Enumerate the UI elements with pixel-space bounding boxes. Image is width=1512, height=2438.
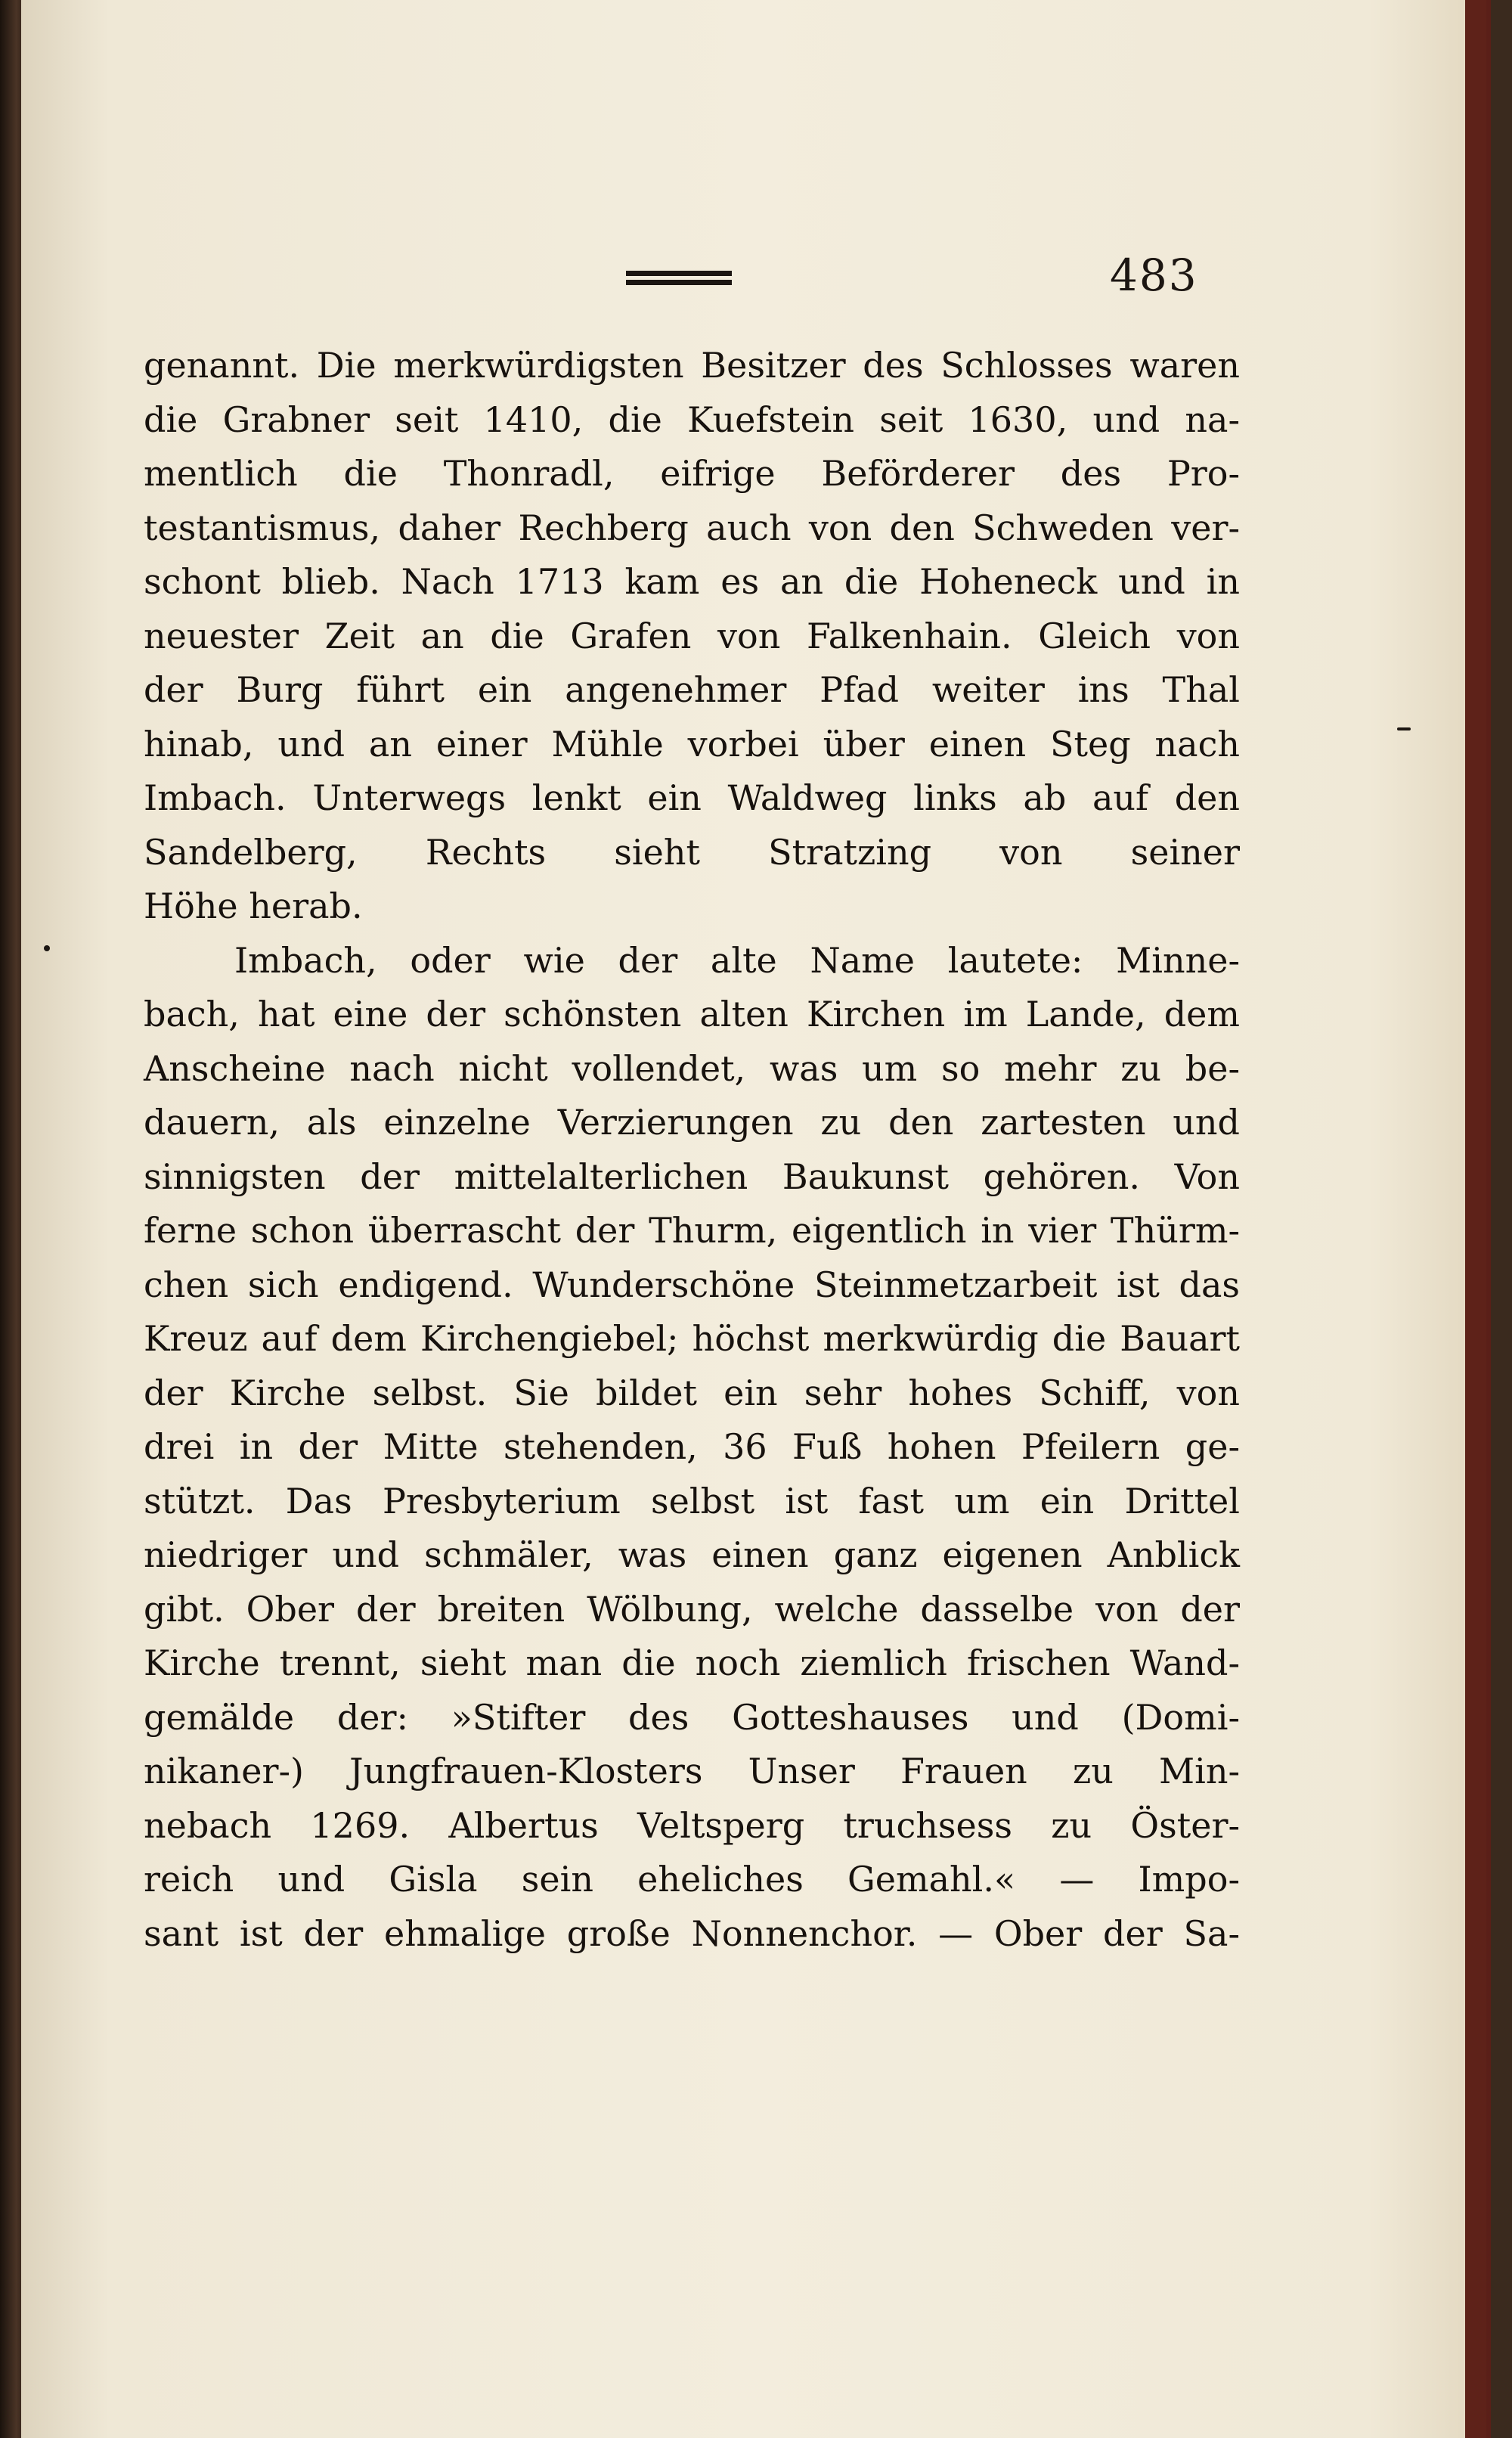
text-line: Anscheine nach nicht vollendet, was um so mehr zu be- xyxy=(144,1047,1240,1089)
text-line: Kirche trennt, sieht man die noch ziemlich frischen Wand- xyxy=(144,1642,1240,1683)
text-line: schont blieb. Nach 1713 kam es an die Hoheneck und in xyxy=(144,561,1240,602)
text-line: Höhe herab. xyxy=(144,886,363,926)
text-line: Kreuz auf dem Kirchengiebel; höchst merkwürdig die Bauart xyxy=(144,1318,1240,1359)
text-line: nebach 1269. Albertus Veltsperg truchsess zu Öster- xyxy=(144,1804,1240,1846)
ink-speck xyxy=(44,945,50,951)
text-line: chen sich endigend. Wunderschöne Steinmetzarbeit ist das xyxy=(144,1264,1240,1305)
body-text xyxy=(144,339,1240,1961)
page-edge xyxy=(1465,0,1486,2438)
text-line: Imbach, oder wie der alte Name lautete: Minne- xyxy=(234,939,1240,981)
text-line: neuester Zeit an die Grafen von Falkenhain. Gleich von xyxy=(144,615,1240,656)
text-line: niedriger und schmäler, was einen ganz eigenen Anblick xyxy=(144,1534,1240,1575)
text-line: stützt. Das Presbyterium selbst ist fast um ein Drittel xyxy=(144,1480,1240,1521)
text-line: sinnigsten der mittelalterlichen Baukunst gehören. Von xyxy=(144,1155,1240,1197)
text-line: bach, hat eine der schönsten alten Kirchen im Lande, dem xyxy=(144,994,1240,1034)
text-line: der Burg führt ein angenehmer Pfad weiter ins Thal xyxy=(144,669,1240,710)
text-line: dauern, als einzelne Verzierungen zu den zartesten und xyxy=(144,1102,1240,1143)
ink-speck xyxy=(1397,727,1411,730)
text-line: ferne schon überrascht der Thurm, eigentlich in vier Thürm- xyxy=(144,1210,1240,1251)
text-line: drei in der Mitte stehenden, 36 Fuß hohen Pfeilern ge- xyxy=(144,1426,1240,1467)
text-line: gemälde der: »Stifter des Gotteshauses und (Domi- xyxy=(144,1696,1240,1738)
header-rule xyxy=(626,271,732,287)
text-line: der Kirche selbst. Sie bildet ein sehr hohes Schiff, von xyxy=(144,1372,1240,1413)
text-line: hinab, und an einer Mühle vorbei über einen Steg nach xyxy=(144,723,1240,765)
text-line: Sandelberg, Rechts sieht Stratzing von seiner xyxy=(144,831,1240,873)
text-line: nikaner-) Jungfrauen-Klosters Unser Frauen zu Min- xyxy=(144,1751,1240,1791)
text-line: die Grabner seit 1410, die Kuefstein seit 1630, und na- xyxy=(144,399,1240,440)
text-line: reich und Gisla sein eheliches Gemahl.« — Impo- xyxy=(144,1859,1240,1900)
text-line: testantismus, daher Rechberg auch von den Schweden ver- xyxy=(144,507,1240,548)
text-line: sant ist der ehmalige große Nonnenchor. — Ober der Sa- xyxy=(144,1912,1240,1954)
book-page xyxy=(21,0,1491,2438)
text-line: gibt. Ober der breiten Wölbung, welche dasselbe von der xyxy=(144,1588,1240,1630)
page-number: 483 xyxy=(1110,250,1198,301)
text-line: Imbach. Unterwegs lenkt ein Waldweg links ab auf den xyxy=(144,777,1240,818)
text-line: genannt. Die merkwürdigsten Besitzer des Schlosses waren xyxy=(144,345,1240,386)
text-line: mentlich die Thonradl, eifrige Beförderer des Pro- xyxy=(144,453,1240,494)
